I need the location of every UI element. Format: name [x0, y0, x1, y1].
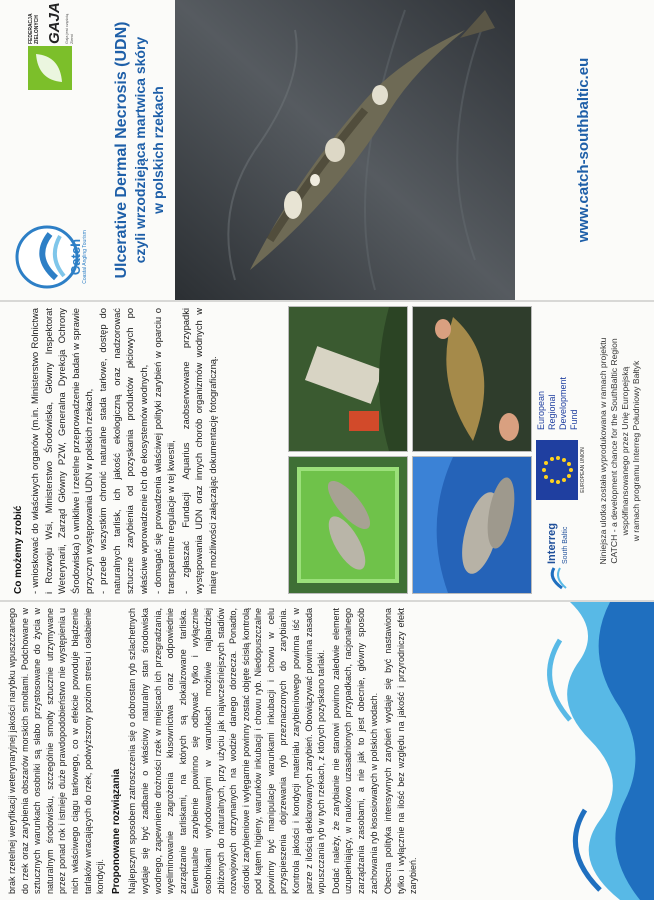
salmon-photo-icon	[175, 0, 515, 300]
erdf-line3: Development	[558, 376, 568, 430]
cover-title-line2: czyli wrzodziejąca martwica skóry	[132, 36, 148, 264]
interreg-wave-icon	[544, 566, 568, 590]
fish-held-icon	[413, 307, 531, 451]
erdf-line2: Regional	[547, 394, 557, 430]
cover-title-line1: Ulcerative Dermal Necrosis (UDN)	[113, 21, 130, 279]
list-item: - domagać się prowadzenia właściwej polityki zarybień w oparciu o transparentne regulacje w tej kwestii,	[151, 308, 178, 594]
middle-rotated	[0, 302, 654, 600]
footer-line3: współfinansowanego przez Unię Europejską	[620, 366, 630, 536]
gaja-logo	[10, 2, 90, 90]
decorative-waves	[530, 602, 654, 900]
catch-logo-sub: Coastal Angling Tourism	[82, 230, 88, 284]
list-item: - wnioskować do właściwych organów (m.in. Ministerstwo Rolnictwa i Rozwoju Wsi, Ministerstwo Środowiska, Główny Inspektorat Weterynarii, Zarząd Główny PZW, Generalna Dyrekcja Ochrony Środowiska) o wnikliwe i rzetelne przeprowadzenie badań w sprawie przyczyn występowania UDN w polskich rzekach,	[28, 308, 95, 594]
bottom-rotated	[0, 602, 654, 900]
fish-bag-icon	[413, 457, 531, 593]
photo-fish-held	[412, 306, 532, 452]
photo-fish-bag	[412, 456, 532, 594]
bottom-para3: Obecna polityka intensywnych zarybień wydaje się być nastawiona tylko i wyłącznie na ilość bez względu na jakość i przyrodniczy efekt zarybień.	[383, 608, 419, 894]
erdf-line1: European	[536, 390, 546, 430]
interreg-label: Interreg	[546, 523, 558, 564]
eu-label: EUROPEAN UNION	[580, 447, 586, 493]
middle-panel	[0, 302, 654, 600]
bottom-intro: brak rzetelnej weryfikacji weterynaryjnej jakości narybku wpuszczanego do rzek oraz zarybienia obszarów morskich smoltami. Podchowane w sztucznych warunkach osobniki są słabo przystosowane do życia w naturalnym środowisku, szczególnie smolty sztucznie utrzymywane przez ponad rok i istnieje duże prawdopodobieństwo nie występienia u nich właściwego ciągu tarłowego, co w efekcie powoduje błądzenie tarlaków wracających do rzek, podwyższony poziom stresu i osłabienie kondycji.	[7, 608, 106, 894]
list-item: - zgłaszać Fundacji Aquarius zaobserwowane przypadki występowania UDN oraz innych chorób organizmów wodnych w miarę możliwości załączając dokumentację fotograficzną.	[179, 308, 219, 594]
gaja-logo-square	[28, 46, 72, 90]
fish-grass-icon	[289, 307, 407, 451]
bottom-para1: Najlepszym sposobem zatroszczenia się o dobrostan ryb szlachetnych wydaje się być zadbanie o właściwy naturalny stan środowiska wodnego, zapewnienie drożności rzek w miejscach ich przegradzania, wyeliminowanie zagrożenia kłusownictwa oraz odpowiednie zarządzanie tarliskami, na których są zlokalizowane tarliska. Ewentualne zarybienie powinno się odbywać tylko i wyłącznie osobnikami wyhodowanymi w warunkach możliwie najbardziej zbliżonych do naturalnych, przy użyciu jak najwcześniejszych stadiów rozwojowych otrzymanych na wodzie danego dorzecza. Ponadto, ośrodki zarybieniowe i wylęgarnie powinny zostać objęte ścisłą kontrolą pod kątem higieny, warunków inkubacji i chowu ryb. Niedopuszczalne powinny być manipulacje warunkami inkubacji i chowu w celu przyspieszenia dojrzewania ryb przeznaczonych do zarybiania. Kontrola jakości i kondycji materiału zarybieniowego powinna iść w parze z ilością deklarowanych zarybień. Obowiązywać powinna zasada wpuszczania ryb w tych rzekach, z których pozyskano tarlaki.	[127, 608, 327, 894]
catch-logo-text: Catch	[68, 238, 83, 276]
bottom-para2: Dodać należy, że zarybianie nie stanowi powinno zaledwie element uzupełniający, w naukowo uzasadnionych przypadkach, racjonalnego zarządzania zasobami, a nie jak to jest obecnie, główny sposób zachowania ryb łososiowatych w polskich wodach.	[330, 608, 379, 894]
erdf-text	[536, 330, 580, 430]
gaja-logo-text: GAJA	[46, 2, 63, 44]
bottom-panel	[0, 602, 654, 900]
middle-text-column	[8, 308, 220, 594]
photo-fish-grass	[288, 306, 408, 452]
footer-line1: Niniejsza ulotka została wyprodukowana w ramach projektu	[598, 337, 608, 565]
eu-flag	[536, 440, 590, 500]
erdf-line4: Fund	[569, 409, 579, 430]
gaja-logo-tag: Gaja jest częścią Ziemi	[64, 13, 74, 44]
gaja-logo-sub: FEDERACJA ZIELONYCH	[28, 13, 40, 44]
fish-crate-icon	[289, 457, 407, 593]
middle-heading: Co możemy zrobić	[13, 505, 24, 594]
cover-fish-photo	[175, 0, 515, 300]
list-item: - przede wszystkim chronić naturalne stada tarłowe, dostęp do naturalnych tarlisk, ich jakość ekologiczną oraz nadzorować sztuczne zarybienia od pozyskania produktów płciowych po właściwe wprowadzenie ich do ekosystemów wodnych,	[96, 308, 150, 594]
southbaltic-label: South Baltic	[562, 526, 569, 564]
cover-url[interactable]: www.catch-southbaltic.eu	[575, 57, 592, 243]
middle-list	[28, 308, 219, 594]
photo-fish-crate	[288, 456, 408, 594]
bottom-heading: Proponowane rozwiązania	[110, 768, 122, 894]
waves-icon	[530, 602, 654, 900]
cover-rotated	[0, 0, 654, 300]
catch-logo	[12, 222, 88, 292]
cover-title-line3: w polskich rzekach	[150, 86, 166, 214]
footer-line2: CATCH - a development chance for the SouthBaltic Region	[609, 338, 619, 564]
leaf-icon	[28, 46, 72, 90]
interreg-logo	[540, 520, 590, 590]
eu-flag-icon	[536, 440, 578, 500]
cover-title	[112, 8, 167, 292]
bottom-text-column	[6, 608, 420, 894]
middle-footer	[598, 308, 642, 594]
cover-panel	[0, 0, 654, 300]
footer-line4: w ramach programu Interreg Południowy Bałtyk	[631, 360, 641, 542]
